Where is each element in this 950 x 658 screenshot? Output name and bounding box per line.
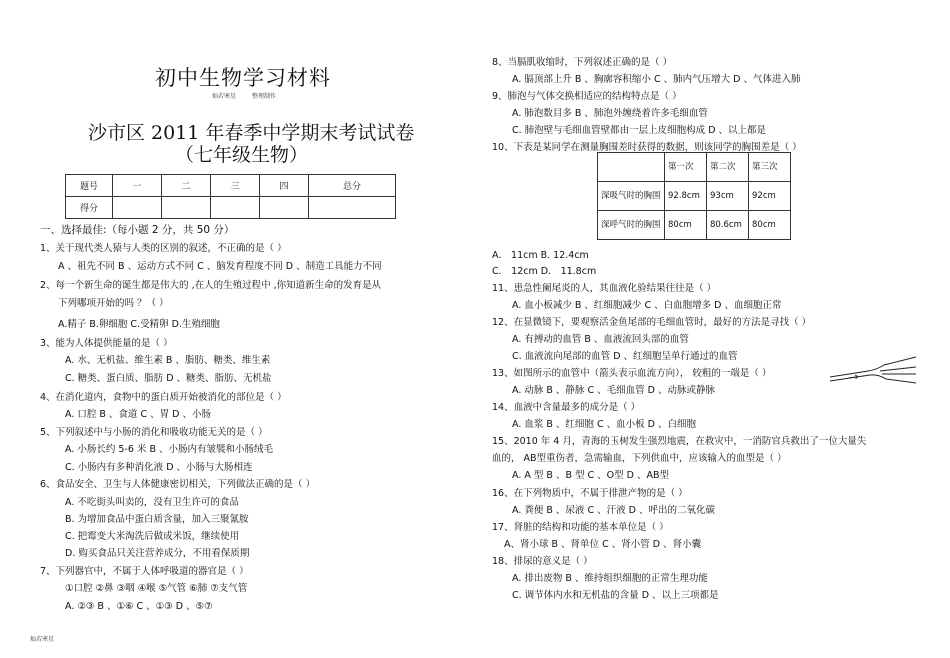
question-line: 1、关于现代类人猿与人类的区别的叙述，不正确的是（ ） [40,243,287,254]
table-cell [598,153,665,182]
credit-left: 灿若寒星 [212,93,237,100]
table-cell: 80cm [665,211,707,240]
question-line: 18、排尿的意义是（ ） [492,556,593,567]
option-line: C. 糖类、蛋白质、脂肪 D 、糖类、脂肪、无机盐 [65,373,272,384]
option-line: A.精子 B.卵细胞 C.受精卵 D.生殖细胞 [58,319,220,330]
table-header: 第一次 [665,153,707,182]
score-input-cell[interactable] [113,197,162,219]
option-line: A. 粪便 B 、尿液 C 、汗液 D 、呼出的二氧化碳 [512,505,715,516]
score-table [65,174,396,219]
credit-right: 整理制作 [252,93,277,100]
table-cell: 92cm [749,182,791,211]
score-cell: 一 [113,175,162,197]
question-line: 11、患急性阑尾炎的人，其血液化验结果往往是（ ） [492,283,717,294]
option-line: A. 小肠长约 5-6 米 B 、小肠内有皱襞和小肠绒毛 [65,444,273,455]
table-cell: 93cm [707,182,749,211]
option-line: A. 肺泡数目多 B 、肺泡外缠绕着许多毛细血管 [512,108,708,119]
score-table-header-row [66,175,396,197]
chest-measurement-table [597,152,791,240]
table-row-label: 深呼气时的胸围 [598,211,665,240]
question-line: 17、肾脏的结构和功能的基本单位是（ ） [492,522,669,533]
question-line: 8、当膈肌收缩时，下列叙述正确的是（ ） [492,57,673,68]
option-line: C． 12cm D． 11.8cm [492,266,597,277]
option-line: A、肾小球 B 、肾单位 C 、肾小管 D 、肾小囊 [504,539,702,550]
option-line: B. 为增加食品中蛋白质含量，加入三聚氰胺 [65,514,249,525]
question-line: 15、2010 年 4 月，青海的玉树发生强烈地震，在救灾中，一消防官兵救出了一位大量失 [492,436,867,447]
option-line: A. 血小板减少 B 、红细胞减少 C 、白血胞增多 D 、血细胞正常 [512,300,782,311]
score-input-cell[interactable] [309,197,396,219]
option-line: C. 把霉变大米淘洗后做成米饭，继续使用 [65,531,240,542]
option-line: A． 11cm B. 12.4cm [492,250,589,261]
option-line: A 、祖先不同 B 、运动方式不同 C 、脑发育程度不同 D 、制造工具能力不同 [58,261,382,272]
score-input-cell[interactable] [260,197,309,219]
question-line: 5、下列叙述中与小肠的消化和吸收功能无关的是（ ） [40,427,268,438]
option-line: A. 排出废物 B 、维持组织细胞的正常生理功能 [512,573,708,584]
table-row-label: 深吸气时的胸围 [598,182,665,211]
score-table-row [66,197,396,219]
table-cell: 80.6cm [707,211,749,240]
option-line: A. 动脉 B 、静脉 C 、毛细血管 D 、动脉或静脉 [512,385,715,396]
option-line: C. 血液流向尾部的血管 D 、红细胞呈单行通过的血管 [512,351,738,362]
blood-vessel-diagram [828,355,920,385]
option-line: A. 口腔 B 、食道 C 、胃 D 、小肠 [65,409,211,420]
score-input-cell[interactable] [211,197,260,219]
question-line: 下列哪项开始的吗 ？（ ） [58,298,169,309]
question-line: 9、肺泡与气体交换相适应的结构特点是（ ） [492,91,682,102]
option-line: C. 小肠内有多种消化液 D 、小肠与大肠相连 [65,462,253,473]
exam-subtitle: （七年级生物） [175,144,309,166]
question-line: 血的， AB型重伤者，急需输血，下列供血中，应该输入的血型是（ ） [492,453,787,464]
option-line: D. 购买食品只关注营养成分，不用看保质期 [65,548,250,559]
table-header: 第二次 [707,153,749,182]
score-cell: 二 [162,175,211,197]
option-line: A. ②③ B 、①⑥ C 、①③ D 、⑤⑦ [65,601,213,612]
score-input-cell[interactable] [162,197,211,219]
question-line: 7、下列器官中，不属于人体呼吸道的器官是（ ） [40,566,249,577]
option-line: A. A 型 B 、B 型 C 、O型 D 、AB型 [512,470,670,481]
table-header: 第三次 [749,153,791,182]
exam-title: 沙市区 2011 年春季中学期末考试试卷 [88,122,415,144]
page-title: 初中生物学习材料 [155,66,331,90]
question-line: 14、血液中含量最多的成分是（ ） [492,402,641,413]
table-cell: 92.8cm [665,182,707,211]
option-line: A. 水、无机盐、维生素 B 、脂肪、糖类、维生素 [65,355,271,366]
question-line: 6、食品安全、卫生与人体健康密切相关，下列做法正确的是（ ） [40,479,316,490]
table-cell: 80cm [749,211,791,240]
option-line: A. 膈顶部上升 B 、胸廓容积缩小 C 、肺内气压增大 D 、气体进入肺 [512,74,801,85]
section-heading: 一、选择最佳:（每小题 2 分，共 50 分） [40,224,235,236]
score-cell: 四 [260,175,309,197]
option-line: A. 不吃街头叫卖的，没有卫生许可的食品 [65,497,239,508]
score-cell: 得分 [66,197,113,219]
question-line: 13、如图所示的血管中（箭头表示血流方向）， 较粗的一端是（ ） [492,368,772,379]
option-line: A. 血浆 B 、红细胞 C 、血小板 D 、白细胞 [512,419,696,430]
option-line: A. 有搏动的血管 B 、血液流回头部的血管 [512,334,689,345]
question-line: 16、在下列物质中，不属于排泄产物的是（ ） [492,488,688,499]
table-header-row [598,153,791,182]
table-row [598,211,791,240]
question-line: 12、在显微镜下，要观察活金鱼尾部的毛细血管时，最好的方法是寻找（ ） [492,317,812,328]
option-line: ①口腔 ②鼻 ③咽 ④喉 ⑤气管 ⑥肺 ⑦支气管 [65,583,248,594]
table-row [598,182,791,211]
option-line: C. 调节体内水和无机盐的含量 D 、以上三项都是 [512,590,719,601]
question-line: 10、下表是某同学在测量胸围差时获得的数据，则该同学的胸围差是（ ） [492,142,802,153]
question-line: 4、在消化道内，食物中的蛋白质开始被消化的部位是（ ） [40,392,287,403]
question-line: 3、能为人体提供能量的是（ ） [40,338,173,349]
score-cell: 总分 [309,175,396,197]
score-cell: 三 [211,175,260,197]
option-line: C. 肺泡壁与毛细血管壁都由一层上皮细胞构成 D 、以上都是 [512,125,767,136]
score-cell: 题号 [66,175,113,197]
question-line: 2、每一个新生命的诞生都是伟大的 ,在人的生殖过程中 ,你知道新生命的发育是从 [40,280,382,291]
footer-mark: 灿若寒星 [30,636,55,643]
